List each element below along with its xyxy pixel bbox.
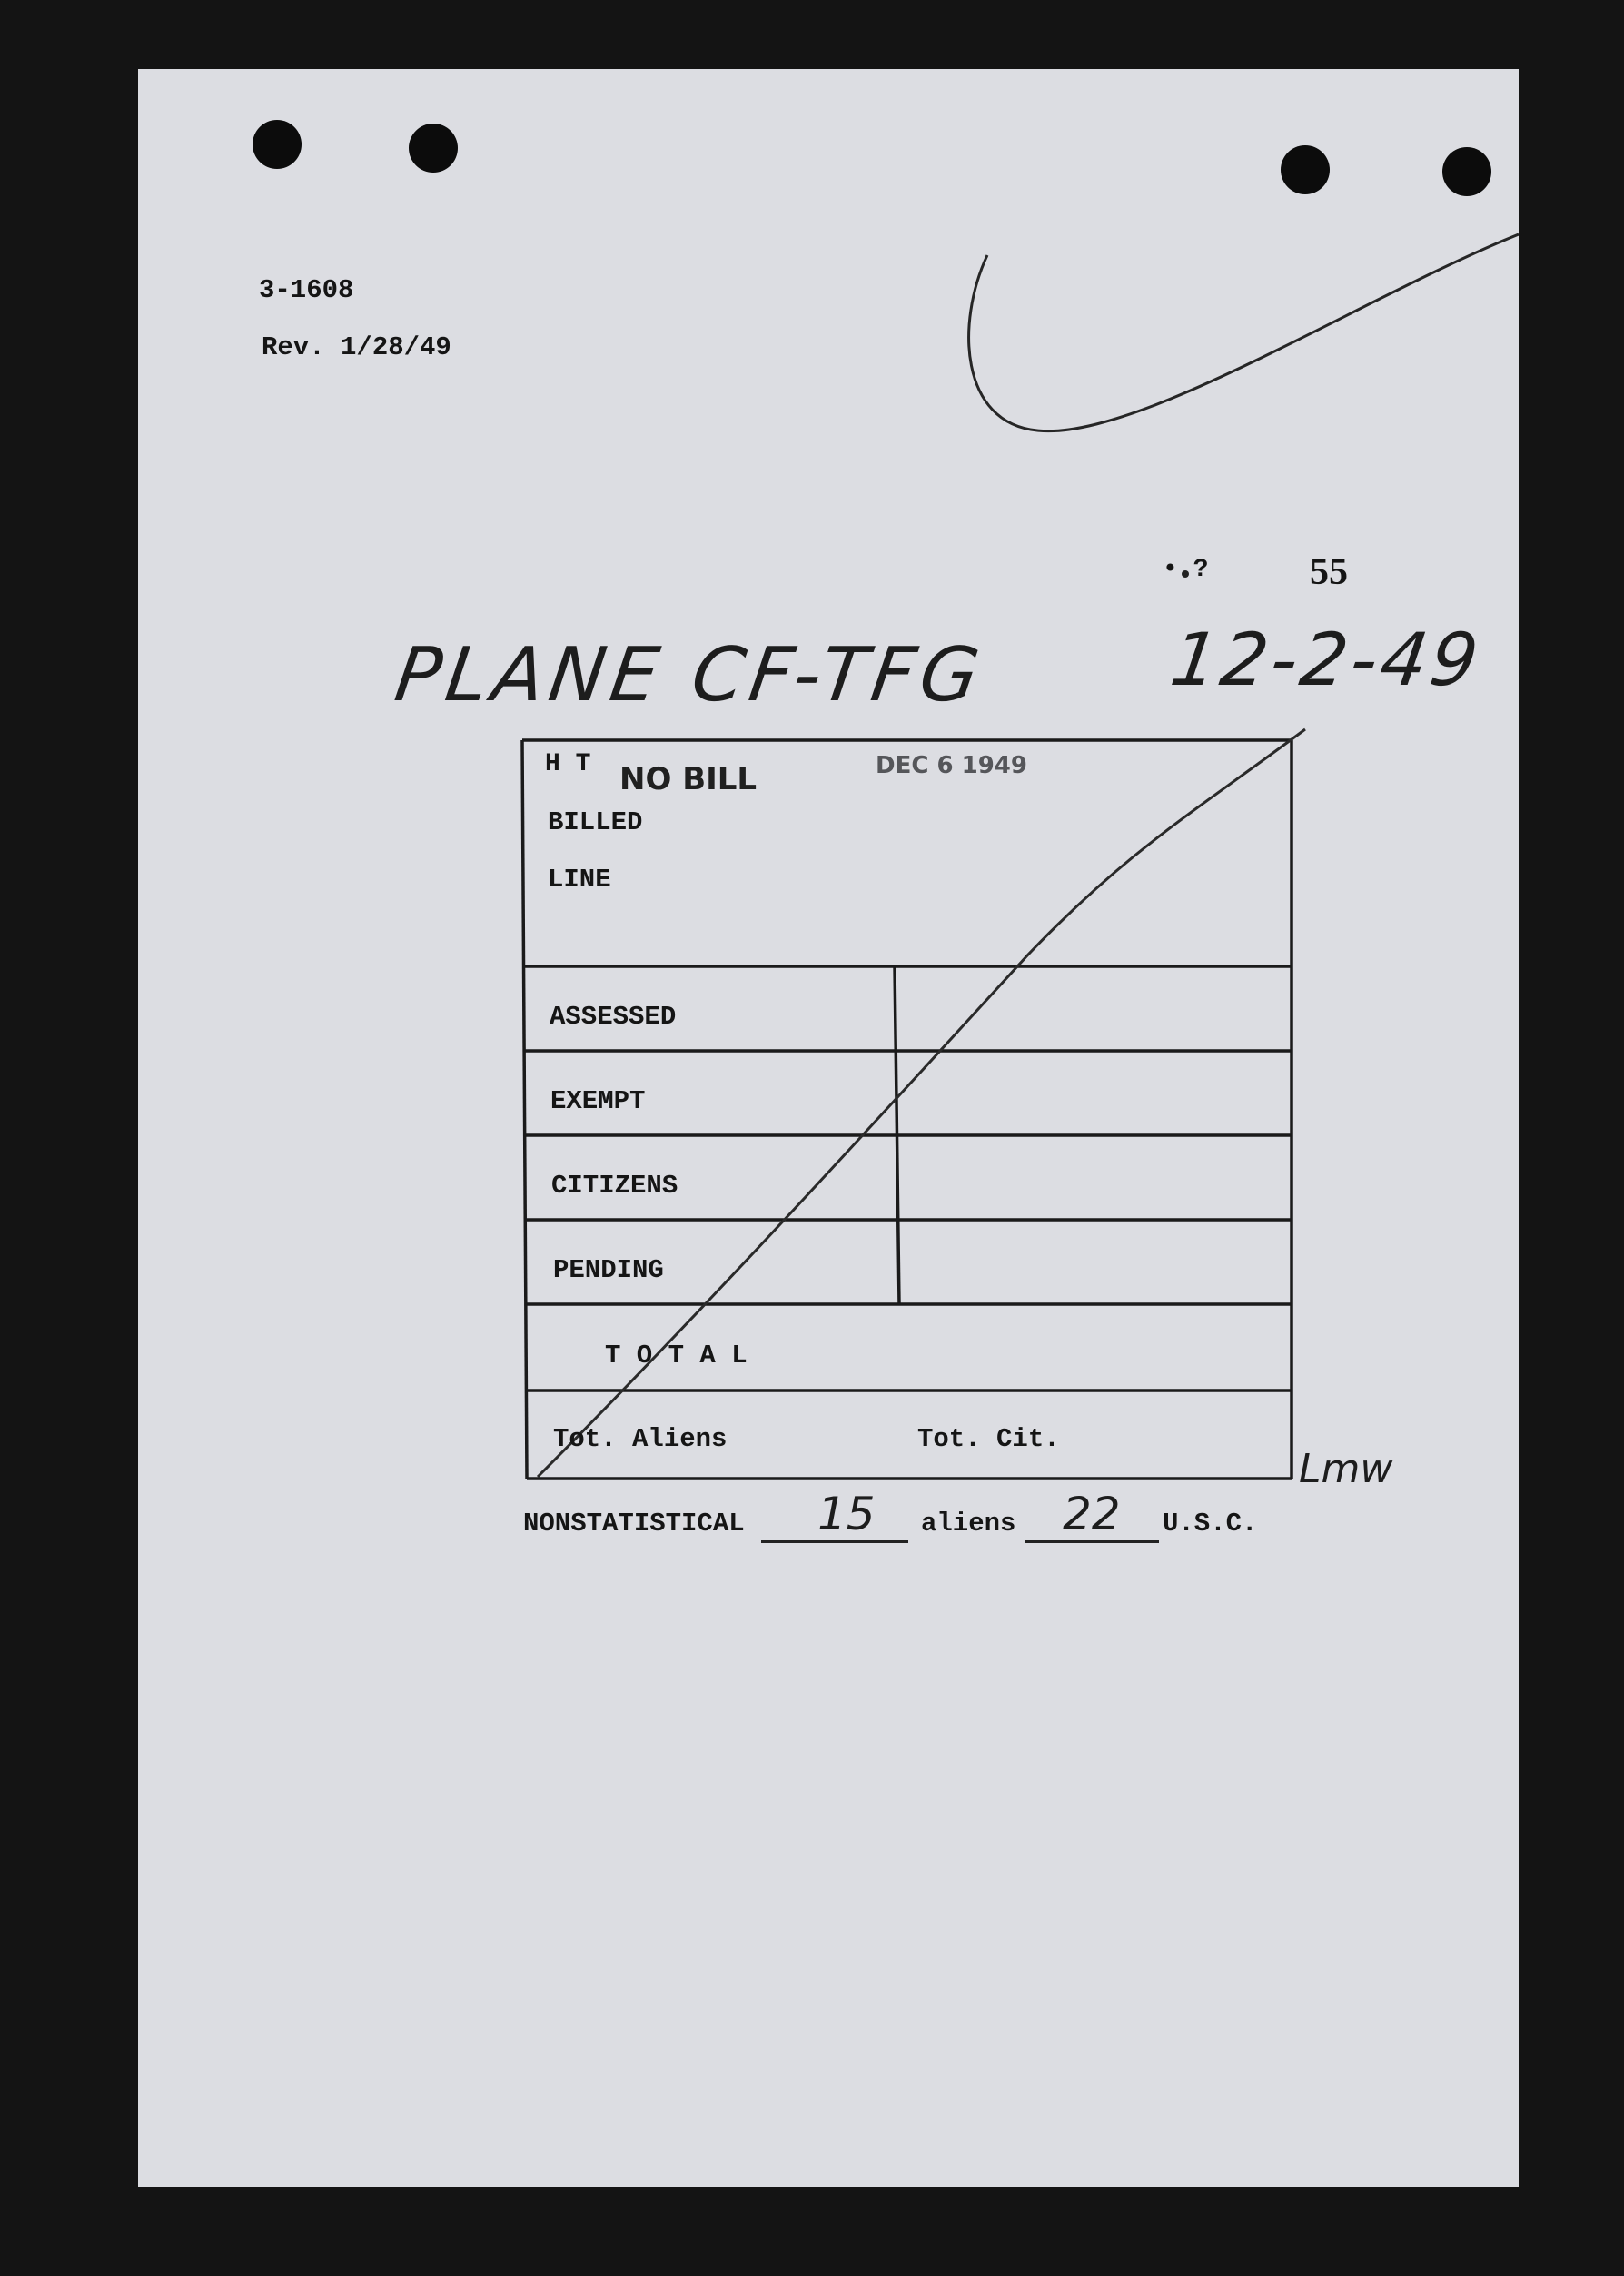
row-label-billed: BILLED (548, 807, 643, 837)
page-number: 55 (1310, 551, 1348, 593)
handwritten-date: 12-2-49 (1165, 618, 1487, 702)
row-label-line: LINE (548, 865, 611, 895)
form-revision: Rev. 1/28/49 (262, 332, 451, 362)
handwritten-initials: Lmw (1299, 1446, 1393, 1492)
row-label-tot-cit: Tot. Cit. (917, 1424, 1060, 1454)
aliens-label: aliens (921, 1509, 1016, 1539)
row-label-exempt: EXEMPT (550, 1086, 646, 1116)
aliens-underline (761, 1540, 908, 1543)
aliens-count: 15 (817, 1488, 876, 1540)
row-label-citizens: CITIZENS (551, 1171, 678, 1201)
usc-underline (1025, 1540, 1159, 1543)
row-label-ht: H T (545, 750, 591, 778)
no-bill-stamp: NO BILL (619, 761, 758, 797)
date-received-stamp: DEC 6 1949 (876, 752, 1027, 779)
row-label-total: T O T A L (605, 1341, 748, 1371)
row-label-assessed: ASSESSED (550, 1002, 677, 1032)
usc-count: 22 (1063, 1488, 1121, 1540)
row-label-pending: PENDING (553, 1255, 664, 1285)
handwritten-plane-id: PLANE CF-TFG (390, 632, 990, 718)
form-number: 3-1608 (259, 275, 354, 305)
usc-label: U.S.C. (1163, 1509, 1258, 1539)
pen-marks (138, 69, 1519, 2187)
page-mark-prefix: • ? (1163, 556, 1209, 584)
nonstatistical-label: NONSTATISTICAL (523, 1509, 745, 1539)
row-label-tot-aliens: Tot. Aliens (553, 1424, 728, 1454)
document-page (138, 69, 1519, 2187)
